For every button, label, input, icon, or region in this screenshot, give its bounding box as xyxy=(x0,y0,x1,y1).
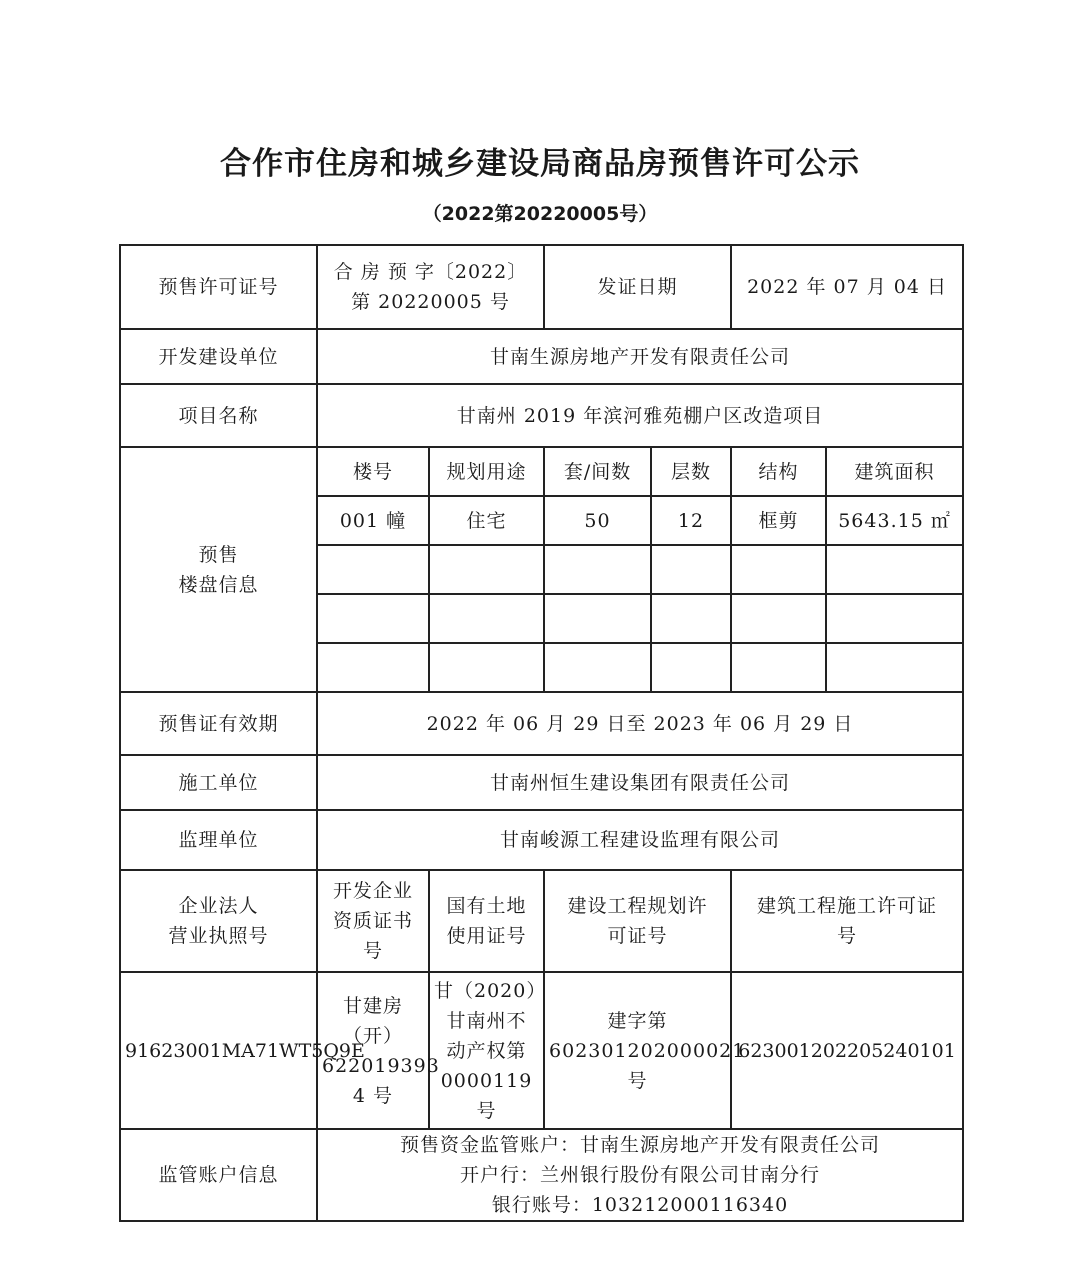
empty-cell xyxy=(731,545,826,594)
land-header-line1: 国有土地 xyxy=(446,895,527,917)
empty-cell xyxy=(317,643,429,692)
license-value-row xyxy=(120,972,963,1129)
empty-cell xyxy=(544,594,651,643)
cell-structure: 框剪 xyxy=(731,496,826,545)
qualification-value-line3: 622019393 xyxy=(322,1054,440,1077)
page-subtitle: （2022第20220005号） xyxy=(422,203,658,225)
planning-value xyxy=(544,972,746,1129)
issue-date-label: 发证日期 xyxy=(544,245,731,329)
land-header xyxy=(429,870,544,972)
empty-cell xyxy=(544,545,651,594)
header-structure: 结构 xyxy=(731,447,826,496)
account-row xyxy=(120,1129,963,1221)
account-holder: 预售资金监管账户：甘南生源房地产开发有限责任公司 xyxy=(400,1134,881,1156)
permit-value-line2: 第 20220005 号 xyxy=(351,291,510,313)
empty-cell xyxy=(651,594,731,643)
construction-permit-header-line1: 建筑工程施工许可证 xyxy=(757,895,938,917)
land-value-line3: 动产权第 xyxy=(446,1039,527,1062)
construction-row xyxy=(120,755,963,810)
planning-value-line1: 建字第 xyxy=(607,1009,668,1032)
supervision-label: 监理单位 xyxy=(120,810,317,870)
empty-cell xyxy=(317,545,429,594)
construction-permit-value: 623001202205240101 xyxy=(731,972,963,1129)
empty-cell xyxy=(826,643,963,692)
qualification-header-line3: 号 xyxy=(362,940,383,962)
qualification-value-line1: 甘建房 xyxy=(342,994,403,1017)
qualification-header-line1: 开发企业 xyxy=(332,880,413,902)
building-info-label xyxy=(120,447,317,692)
permit-value xyxy=(317,245,544,329)
page-title: 合作市住房和城乡建设局商品房预售许可公示 xyxy=(220,146,860,182)
developer-row xyxy=(120,329,963,384)
header-units: 套/间数 xyxy=(544,447,651,496)
empty-cell xyxy=(317,594,429,643)
planning-header-line1: 建设工程规划许 xyxy=(567,895,708,917)
project-value: 甘南州 2019 年滨河雅苑棚户区改造项目 xyxy=(317,384,963,447)
empty-cell xyxy=(826,594,963,643)
qualification-header-line2: 资质证书 xyxy=(332,910,413,932)
empty-cell xyxy=(651,643,731,692)
cell-usage: 住宅 xyxy=(429,496,544,545)
account-label: 监管账户信息 xyxy=(120,1129,317,1221)
permit-row xyxy=(120,245,963,329)
land-value-line1: 甘（2020） xyxy=(434,979,547,1002)
header-usage: 规划用途 xyxy=(429,447,544,496)
planning-header xyxy=(544,870,731,972)
planning-header-line2: 可证号 xyxy=(607,925,668,947)
header-floors: 层数 xyxy=(651,447,731,496)
permit-table xyxy=(119,244,964,1222)
account-number: 银行账号：103212000116340 xyxy=(491,1194,789,1216)
project-row xyxy=(120,384,963,447)
business-license-header-line2: 营业执照号 xyxy=(168,925,269,947)
empty-cell xyxy=(731,594,826,643)
issue-date-value: 2022 年 07 月 04 日 xyxy=(731,245,963,329)
cell-area: 5643.15 ㎡ xyxy=(826,496,963,545)
construction-permit-header xyxy=(731,870,963,972)
project-label: 项目名称 xyxy=(120,384,317,447)
business-license-header-line1: 企业法人 xyxy=(178,895,259,917)
empty-cell xyxy=(731,643,826,692)
empty-cell xyxy=(651,545,731,594)
qualification-header xyxy=(317,870,429,972)
developer-value: 甘南生源房地产开发有限责任公司 xyxy=(317,329,963,384)
qualification-value-line2: （开） xyxy=(342,1024,403,1047)
validity-label: 预售证有效期 xyxy=(120,692,317,755)
empty-cell xyxy=(429,594,544,643)
license-header-row xyxy=(120,870,963,972)
permit-value-line1: 合 房 预 字〔2022〕 xyxy=(333,261,528,283)
construction-label: 施工单位 xyxy=(120,755,317,810)
cell-units: 50 xyxy=(544,496,651,545)
empty-cell xyxy=(544,643,651,692)
developer-label: 开发建设单位 xyxy=(120,329,317,384)
building-header-row xyxy=(120,447,963,496)
planning-value-line2: 602301202000021 号 xyxy=(549,1039,746,1092)
account-bank: 开户行：兰州银行股份有限公司甘南分行 xyxy=(460,1164,821,1186)
business-license-value: 91623001MA71WT5Q9E xyxy=(120,972,317,1129)
qualification-value-line4: 4 号 xyxy=(352,1084,394,1107)
construction-permit-header-line2: 号 xyxy=(837,925,858,947)
permit-label: 预售许可证号 xyxy=(120,245,317,329)
construction-value: 甘南州恒生建设集团有限责任公司 xyxy=(317,755,963,810)
header-building-no: 楼号 xyxy=(317,447,429,496)
cell-floors: 12 xyxy=(651,496,731,545)
supervision-row xyxy=(120,810,963,870)
account-value xyxy=(317,1129,963,1221)
qualification-value xyxy=(317,972,440,1129)
validity-value: 2022 年 06 月 29 日至 2023 年 06 月 29 日 xyxy=(317,692,963,755)
building-info-label-line1: 预售 xyxy=(198,543,239,566)
validity-row xyxy=(120,692,963,755)
header-area: 建筑面积 xyxy=(826,447,963,496)
supervision-value: 甘南峻源工程建设监理有限公司 xyxy=(317,810,963,870)
building-info-label-line2: 楼盘信息 xyxy=(178,573,259,596)
land-header-line2: 使用证号 xyxy=(446,925,527,947)
empty-cell xyxy=(429,545,544,594)
land-value xyxy=(429,972,547,1129)
land-value-line4: 0000119 号 xyxy=(440,1069,533,1122)
empty-cell xyxy=(429,643,544,692)
business-license-header xyxy=(120,870,317,972)
land-value-line2: 甘南州不 xyxy=(446,1009,527,1032)
empty-cell xyxy=(826,545,963,594)
cell-building-no: 001 幢 xyxy=(317,496,429,545)
